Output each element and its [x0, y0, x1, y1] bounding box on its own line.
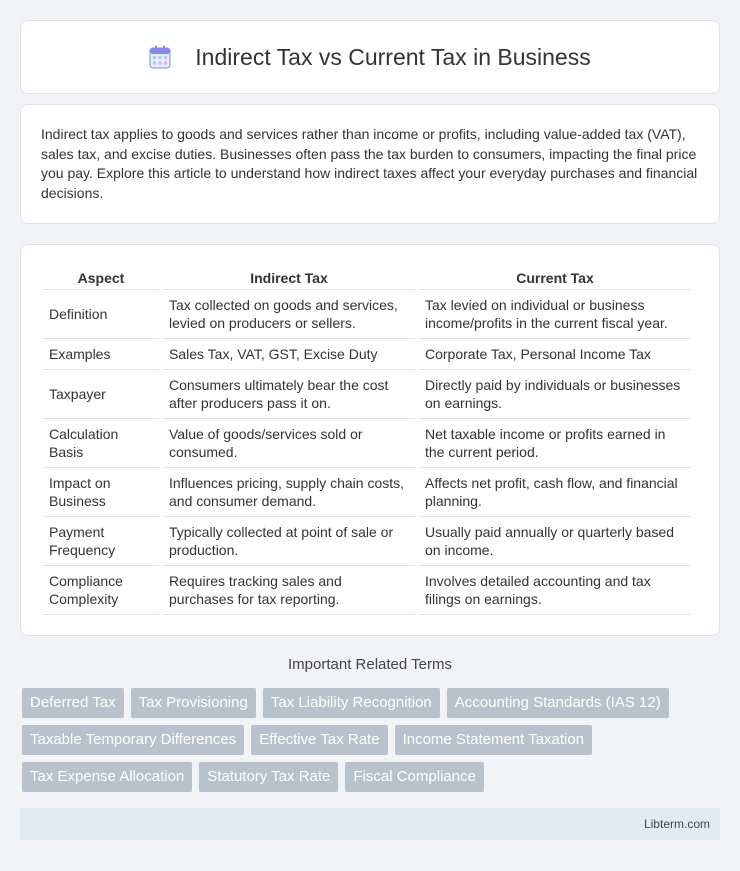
related-term-tag[interactable]: Statutory Tax Rate: [199, 762, 338, 792]
table-row: [43, 468, 691, 517]
related-terms-list: [22, 688, 722, 799]
row-indirect-tax: Tax collected on goods and services, levied on producers or sellers.: [163, 290, 415, 339]
row-aspect: Payment Frequency: [43, 517, 159, 566]
row-current-tax: Tax levied on individual or business income/profits in the current fiscal year.: [419, 290, 691, 339]
intro-card: [20, 104, 720, 224]
related-term-tag[interactable]: Accounting Standards (IAS 12): [447, 688, 669, 718]
row-aspect: Examples: [43, 339, 159, 370]
table-row: [43, 517, 691, 566]
header-current-tax: Current Tax: [419, 265, 691, 290]
table-row: [43, 419, 691, 468]
related-term-tag[interactable]: Fiscal Compliance: [345, 762, 484, 792]
comparison-table: [39, 265, 695, 615]
table-row: [43, 566, 691, 615]
footer-site-link[interactable]: Libterm.com: [643, 817, 710, 831]
row-current-tax: Affects net profit, cash flow, and financial planning.: [419, 468, 691, 517]
row-aspect: Taxpayer: [43, 370, 159, 419]
row-indirect-tax: Value of goods/services sold or consumed.: [163, 419, 415, 468]
related-term-tag[interactable]: Tax Provisioning: [131, 688, 256, 718]
related-term-tag[interactable]: Tax Expense Allocation: [22, 762, 192, 792]
row-current-tax: Directly paid by individuals or businesses on earnings.: [419, 370, 691, 419]
row-aspect: Calculation Basis: [43, 419, 159, 468]
row-indirect-tax: Typically collected at point of sale or production.: [163, 517, 415, 566]
header-card: [20, 20, 720, 94]
related-term-tag[interactable]: Income Statement Taxation: [395, 725, 593, 755]
header: [149, 44, 590, 71]
header-indirect-tax: Indirect Tax: [163, 265, 415, 290]
table-row: [43, 370, 691, 419]
comparison-table-card: [20, 244, 720, 636]
footer: [20, 808, 720, 840]
table-row: [43, 339, 691, 370]
row-indirect-tax: Consumers ultimately bear the cost after producers pass it on.: [163, 370, 415, 419]
table-header-row: [43, 265, 691, 290]
related-terms-title: Important Related Terms: [288, 656, 452, 673]
row-indirect-tax: Requires tracking sales and purchases for tax reporting.: [163, 566, 415, 615]
row-current-tax: Usually paid annually or quarterly based on income.: [419, 517, 691, 566]
row-aspect: Impact on Business: [43, 468, 159, 517]
intro-text: Indirect tax applies to goods and services rather than income or profits, including value-added tax (VAT), sales tax, and excise duties. Businesses often pass the tax burden to consumers, impacting the final price you pay. Explore this article to understand how indirect taxes affect your everyday purchases and financial decisions.: [41, 126, 698, 201]
page-title: Indirect Tax vs Current Tax in Business: [195, 43, 591, 70]
row-aspect: Definition: [43, 290, 159, 339]
calendar-icon: [149, 45, 171, 69]
table-row: [43, 290, 691, 339]
related-term-tag[interactable]: Deferred Tax: [22, 688, 124, 718]
row-current-tax: Corporate Tax, Personal Income Tax: [419, 339, 691, 370]
row-aspect: Compliance Complexity: [43, 566, 159, 615]
row-indirect-tax: Influences pricing, supply chain costs, and consumer demand.: [163, 468, 415, 517]
related-term-tag[interactable]: Taxable Temporary Differences: [22, 725, 244, 755]
related-term-tag[interactable]: Tax Liability Recognition: [263, 688, 440, 718]
row-indirect-tax: Sales Tax, VAT, GST, Excise Duty: [163, 339, 415, 370]
row-current-tax: Involves detailed accounting and tax filings on earnings.: [419, 566, 691, 615]
related-term-tag[interactable]: Effective Tax Rate: [251, 725, 387, 755]
header-aspect: Aspect: [43, 265, 159, 290]
row-current-tax: Net taxable income or profits earned in the current period.: [419, 419, 691, 468]
